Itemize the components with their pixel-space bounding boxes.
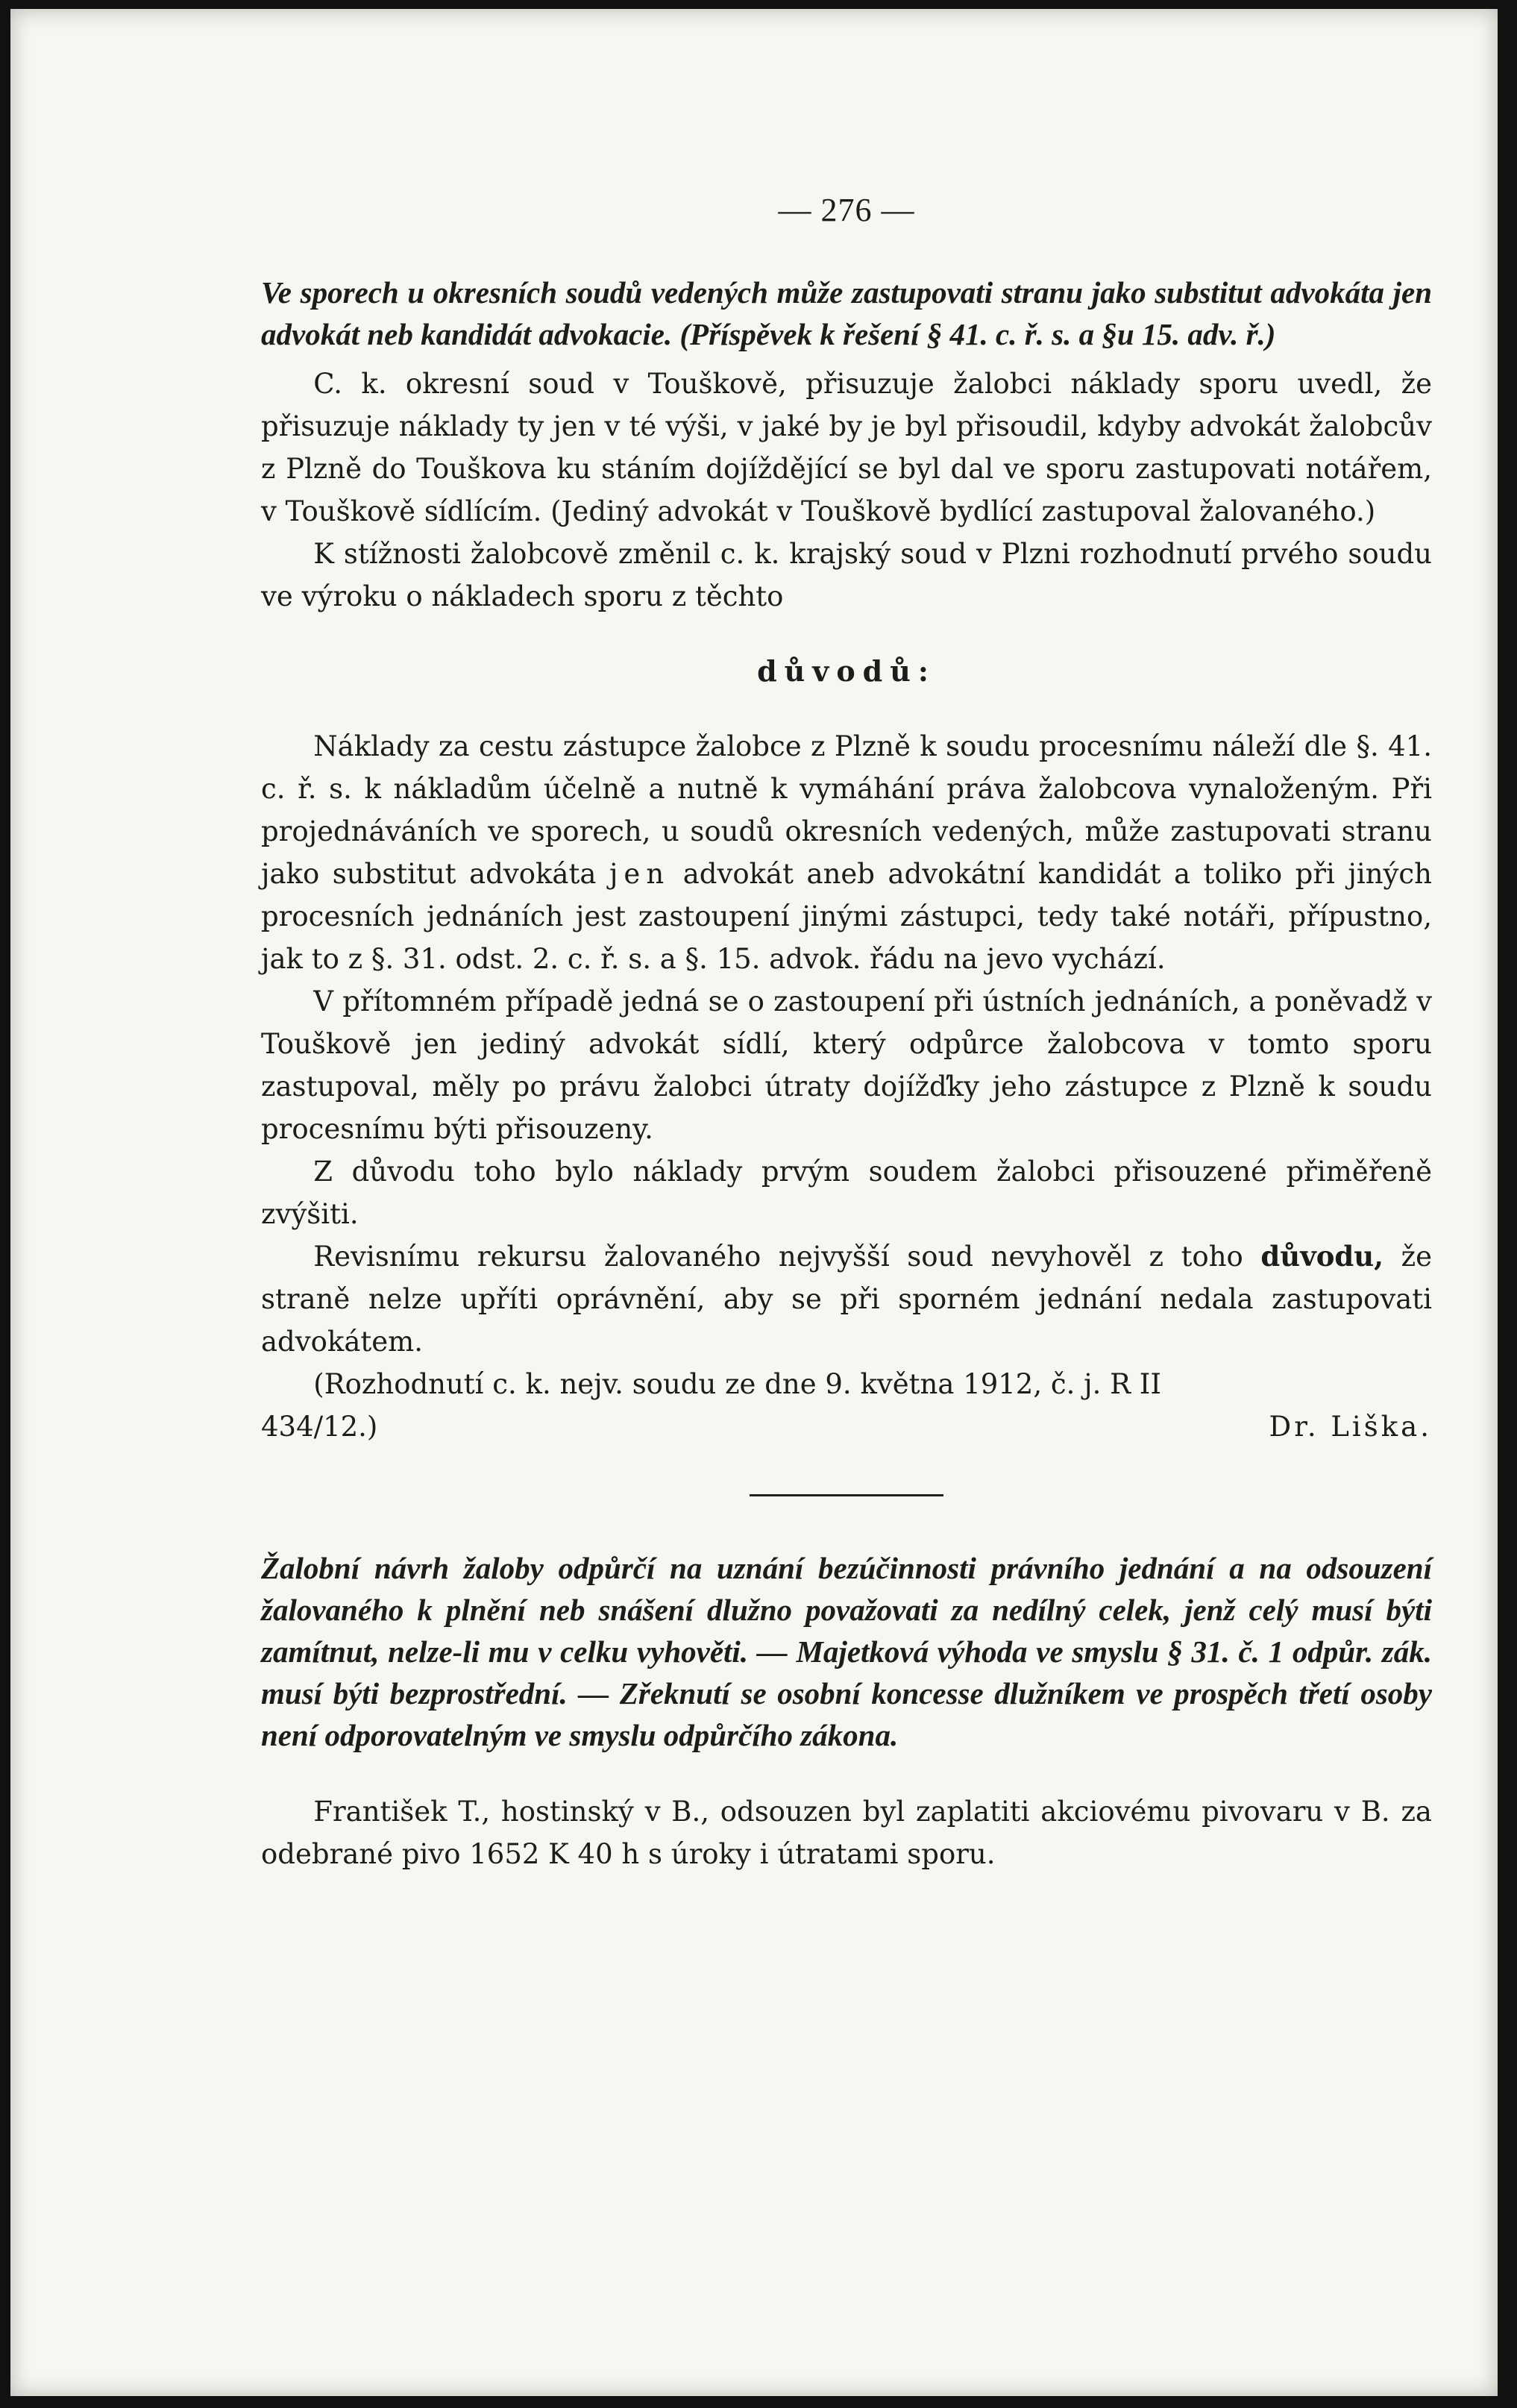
page-number: — 276 — <box>778 192 915 228</box>
article-1-paragraph-3 <box>261 725 1432 980</box>
page-content <box>261 188 1432 1875</box>
article-2-paragraph-1: František T., hostinský v B., odsouzen byl zaplatiti akciovému pivovaru v B. za odebrané pivo 1652 K 40 h s úroky i útratami sporu. <box>261 1796 1432 1870</box>
author-signature: Dr. Liška. <box>1269 1411 1432 1443</box>
section-divider <box>750 1494 943 1496</box>
paragraph-6-part-b: že straně nelze upříti oprávnění, aby se při sporném jednání nedala zastupovati advokátem. <box>261 1241 1433 1358</box>
article-1-paragraph-2: K stížnosti žalobcově změnil c. k. krajský soud v Plzni rozhodnutí prvého soudu ve výroku o nákladech sporu z těchto <box>261 538 1432 612</box>
paragraph-3-part-a: Náklady za cestu zástupce žalobce z Plzně k soudu procesnímu náleží dle §. 41. c. ř. s. k nákladům účelně a nutně k vymáhání práva žalobcova vynaloženým. Při projednáváních ve sporech, u soudů okresních vedených, může zastupovati stranu jako substitut advokáta <box>261 730 1432 890</box>
paragraph-6-bold: důvodu, <box>1260 1240 1384 1273</box>
article-1-heading: Ve sporech u okresních soudů vedených může zastupovati stranu jako substitut advokáta jen advokát neb kandidát advokacie. (Příspěvek k řešení § 41. c. ř. s. a §u 15. adv. ř.) <box>261 275 1432 351</box>
article-1-paragraph-1: C. k. okresní soud v Touškově, přisuzuje žalobci náklady sporu uvedl, že přisuzuje náklady ty jen v té výši, v jaké by je byl přisoudil, kdyby advokát žalobcův z Plzně do Touškova ku stáním dojíždějící se byl dal ve sporu zastupovati notářem, v Touškově sídlícím. (Jediný advokát v Touškově bydlící zastupoval žalovaného.) <box>261 368 1432 527</box>
spacer <box>261 1763 1432 1790</box>
article-2-heading: Žalobní návrh žaloby odpůrčí na uznání bezúčinnosti právního jednání a na odsouzení žalovaného k plnění neb snášení dlužno považovati za nedílný celek, jenž celý musí býti zamítnut, nelze-li mu v celku vyhověti. — Majetková výhoda ve smyslu § 31. č. 1 odpůr. zák. musí býti bezprostřední. — Zřeknutí se osobní koncesse dlužníkem ve prospěch třetí osoby není odporovatelným ve smyslu odpůrčího zákona. <box>261 1551 1432 1752</box>
scanned-page <box>10 9 1498 2396</box>
article-1-citation: (Rozhodnutí c. k. nejv. soudu ze dne 9. května 1912, č. j. R II <box>313 1368 1161 1400</box>
section-title-reasons: důvodů: <box>757 654 936 688</box>
paragraph-3-part-b: advokát aneb advokátní kandidát a toliko při jiných procesních jednáních jest zastoupení jinými zástupci, tedy také notáři, přípustno, jak to z §. 31. odst. 2. c. ř. s. a §. 15. advok. řádu na jevo vychází. <box>261 858 1432 975</box>
article-1-paragraph-5: Z důvodu toho bylo náklady prvým soudem žalobci přisouzené přiměřeně zvýšiti. <box>261 1156 1432 1230</box>
citation-end-line <box>261 1405 1432 1448</box>
paragraph-6-part-a: Revisnímu rekursu žalovaného nejvyšší soud nevyhověl z toho <box>313 1241 1243 1273</box>
citation-end: 434/12.) <box>261 1411 378 1443</box>
article-1-paragraph-4: V přítomném případě jedná se o zastoupení při ústních jednáních, a poněvadž v Touškově jen jediný advokát sídlí, který odpůrce žalobcova v tomto sporu zastupoval, měly po právu žalobci útraty dojížďky jeho zástupce z Plzně k soudu procesnímu býti přisouzeny. <box>261 985 1432 1145</box>
article-1-paragraph-6 <box>261 1235 1432 1363</box>
paragraph-3-emphasis: jen <box>609 858 670 890</box>
